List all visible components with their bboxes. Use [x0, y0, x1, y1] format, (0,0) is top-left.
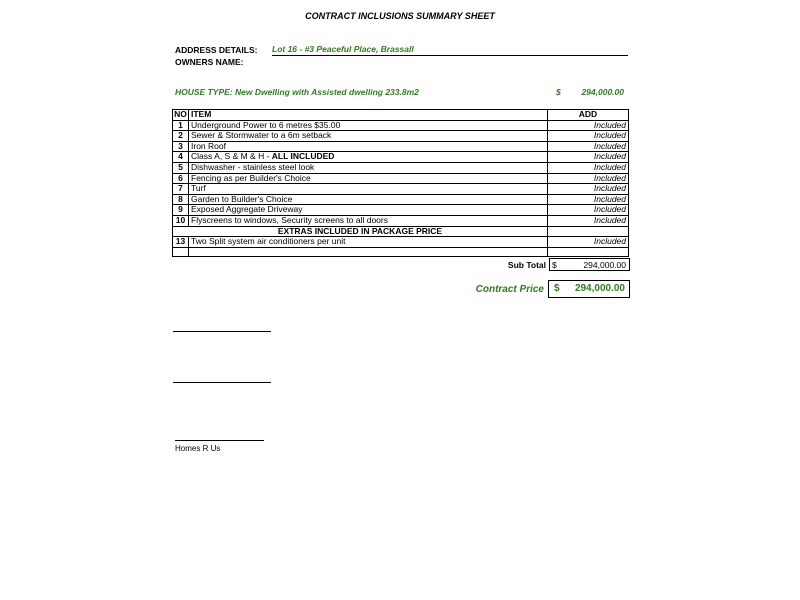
address-label: ADDRESS DETAILS:	[175, 45, 258, 55]
header-no: NO	[174, 109, 187, 119]
extras-heading: EXTRAS INCLUDED IN PACKAGE PRICE	[173, 226, 548, 237]
row-add: Included	[548, 215, 629, 226]
contract-price-box	[548, 280, 630, 298]
header-add: ADD	[548, 110, 629, 121]
row-add: Included	[548, 173, 629, 184]
row-no: 1	[173, 120, 189, 131]
contract-currency: $	[554, 283, 560, 294]
signature-line	[173, 382, 271, 383]
blank-cell	[548, 247, 629, 256]
row-item	[189, 152, 548, 163]
signature-line	[175, 440, 264, 441]
row-item: Flyscreens to windows, Security screens to all doors	[189, 215, 548, 226]
row-item: Fencing as per Builder's Choice	[189, 173, 548, 184]
address-value: Lot 16 - #3 Peaceful Place, Brassall	[272, 44, 628, 56]
blank-cell	[189, 247, 548, 256]
row-add: Included	[548, 131, 629, 142]
blank-row	[173, 247, 629, 256]
row-item: Iron Roof	[189, 141, 548, 152]
row-add: Included	[548, 162, 629, 173]
house-price: 294,000.00	[581, 87, 624, 97]
header-item: ITEM	[189, 110, 548, 121]
table-row	[173, 120, 629, 131]
row-add: Included	[548, 152, 629, 163]
row-add: Included	[548, 141, 629, 152]
house-currency: $	[556, 87, 561, 97]
table-row	[173, 205, 629, 216]
table-row	[173, 152, 629, 163]
row-no: 8	[173, 194, 189, 205]
row-add: Included	[548, 205, 629, 216]
table-row	[173, 215, 629, 226]
house-type: HOUSE TYPE: New Dwelling with Assisted dwelling 233.8m2	[175, 87, 419, 97]
signature-line	[173, 331, 271, 332]
subtotal-currency: $	[552, 260, 557, 270]
row-add: Included	[548, 194, 629, 205]
row-no: 13	[173, 237, 189, 248]
table-row	[173, 131, 629, 142]
document-title: CONTRACT INCLUSIONS SUMMARY SHEET	[305, 11, 495, 21]
contract-value: 294,000.00	[574, 283, 625, 294]
subtotal-value: 294,000.00	[583, 260, 626, 270]
table-row	[173, 184, 629, 195]
row-no: 3	[173, 141, 189, 152]
table-row	[173, 162, 629, 173]
row-item: Two Split system air conditioners per unit	[189, 237, 548, 248]
company-name: Homes R Us	[175, 444, 221, 453]
contract-price-label: Contract Price	[475, 284, 544, 295]
row-item: Underground Power to 6 metres $35.00	[189, 120, 548, 131]
row-no: 10	[173, 215, 189, 226]
inclusions-table	[172, 109, 629, 257]
row-add: Included	[548, 120, 629, 131]
row-item: Sewer & Stormwater to a 6m setback	[189, 131, 548, 142]
row-add: Included	[548, 184, 629, 195]
row-item: Garden to Builder's Choice	[189, 194, 548, 205]
row-item: Dishwasher - stainless steel look	[189, 162, 548, 173]
table-header-row	[173, 110, 629, 121]
row-item-text: Class A, S & M & H -	[191, 151, 272, 162]
row-item: Exposed Aggregate Driveway	[189, 205, 548, 216]
subtotal-label: Sub Total	[507, 260, 546, 270]
row-no: 9	[173, 205, 189, 216]
row-item-bold: ALL INCLUDED	[271, 151, 335, 162]
extras-heading-row	[173, 226, 629, 237]
row-no: 4	[173, 152, 189, 163]
row-no: 6	[173, 173, 189, 184]
owners-label: OWNERS NAME:	[175, 57, 244, 67]
table-row	[173, 173, 629, 184]
extras-heading-blank	[548, 226, 629, 237]
blank-cell	[173, 247, 189, 256]
table-row	[173, 237, 629, 248]
table-row	[173, 141, 629, 152]
row-no: 7	[173, 184, 189, 195]
row-item: Turf	[189, 184, 548, 195]
subtotal-box	[549, 258, 630, 271]
row-no: 2	[173, 131, 189, 142]
row-add: Included	[548, 237, 629, 248]
table-row	[173, 194, 629, 205]
row-no: 5	[173, 162, 189, 173]
